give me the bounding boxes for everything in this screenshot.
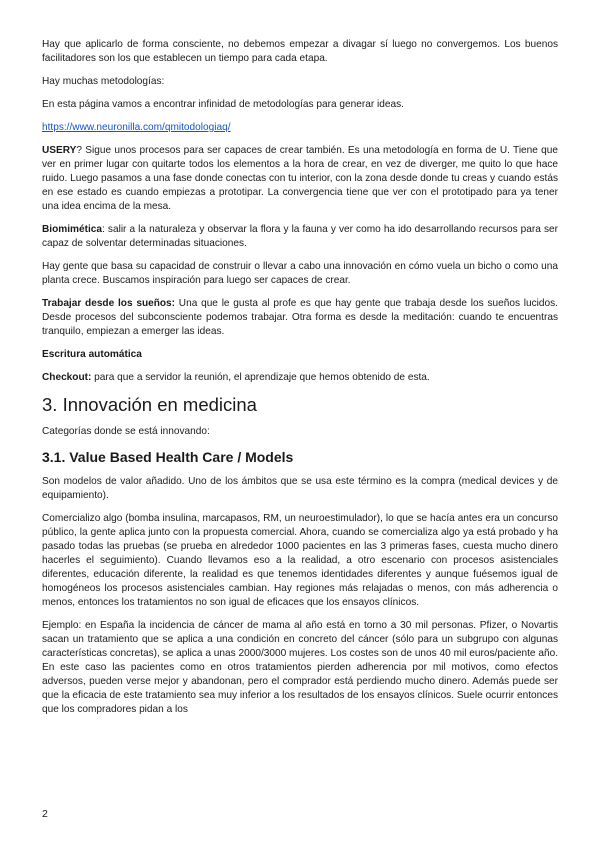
usery-text: ? Sigue unos procesos para ser capaces de crear también. Es una metodología en forma de U. Tiene que ver en primer lugar con quitarte todos los elementos a la hora de crear, en vez de diverger, me quito lo que hace ruido. Luego pasamos a una fase donde conectas con tu interior, con la zona desde donde tu creas y cuando estás en ese estado es cuando empiezas a prototipar. La convergencia tiene que ver con el prototipado para ya tener una idea encima de la mesa. xyxy=(42,145,558,212)
paragraph-biomimetica xyxy=(42,223,558,251)
dreams-term: Trabajar desde los sueños: xyxy=(42,298,176,309)
paragraph-methodologies: Hay muchas metodologías: xyxy=(42,76,165,87)
paragraph-dreams xyxy=(42,297,558,339)
biomimetica-term: Biomimética xyxy=(42,224,103,235)
paragraph-auto-writing xyxy=(42,348,558,362)
paragraph-example-cancer: Ejemplo: en España la incidencia de cáncer de mama al año está en torno a 30 mil personas. Pfizer, o Novartis sacan un tratamiento que se aplica a una condición en concreto del cáncer (sólo para un subgrupo con algunas características concretas), se aplica a unas 2000/3000 mujeres. Los costes son de unos 40 mil euros/paciente año. En este caso las pacientes como en otros tratamientos pierden adherencia por mil motivos, como efectos adversos, pueden verse mejor y abandonan, pero el comprador está perdiendo mucho dinero. Además puede ser que la eficacia de este tratamiento sea muy inferior a los resultados de los ensayos clínicos. Suele ocurrir entonces que los compradores pidan a los xyxy=(42,620,558,715)
paragraph-innovation-nature: Hay gente que basa su capacidad de construir o llevar a cabo una innovación en cómo vuela un bicho o como una planta crece. Buscamos inspiración para luego ser capaces de crear. xyxy=(42,261,558,286)
page-number: 2 xyxy=(42,808,48,820)
neuronilla-link[interactable]: https://www.neuronilla.com/qmitodologiaq/ xyxy=(42,122,231,133)
biomimetica-text: : salir a la naturaleza y observar la flora y la fauna y ver como ha ido desarrollando recursos para ser capaz de solventar determinadas situaciones. xyxy=(42,224,558,249)
usery-term: USERY xyxy=(42,145,77,156)
checkout-text: para que a servidor la reunión, el aprendizaje que hemos obtenido de esta. xyxy=(91,372,430,383)
paragraph-page-info: En esta página vamos a encontrar infinidad de metodologías para generar ideas. xyxy=(42,99,404,110)
dreams-text: Una que le gusta al profe es que hay gente que trabaja desde los sueños lucidos. Desde procesos del subconsciente podemos trabajar. Otra forma es desde la meditación: cuando te encuentras tranquilo, empiezan a emerger las ideas. xyxy=(42,298,558,337)
paragraph-value-models: Son modelos de valor añadido. Uno de los ámbitos que se usa este término es la compra (medical devices y de equipamiento). xyxy=(42,476,558,501)
paragraph-converge: Hay que aplicarlo de forma consciente, no debemos empezar a divagar sí luego no convergemos. Los buenos facilitadores son los que establecen un tiempo para cada etapa. xyxy=(42,39,558,64)
paragraph-checkout xyxy=(42,371,558,385)
document-page xyxy=(42,38,558,726)
paragraph-commercialize: Comercializo algo (bomba insulina, marcapasos, RM, un neuroestimulador), lo que se hacía antes era un concurso público, la gente aplica junto con la propuesta comercial. Ahora, cuando se comercializa algo ya está probado y ha pasado todas las pruebas (se prueba en alrededor 1000 pacientes en las 3 primeras fases, cuesta mucho dinero hacerles el seguimiento). Cuando llevamos eso a la realidad, a otro escenario con procesos asistenciales diferentes, educación diferente, la realidad es que tenemos identidades diferentes y aunque fuésemos igual de homogéneos los procesos asistenciales cambian. Hay regiones más relajadas o menos, con más adherencia o menos, entonces los tratamientos no son igual de eficaces que los ensayos clínicos. xyxy=(42,513,558,608)
auto-writing-term: Escritura automática xyxy=(42,349,142,360)
checkout-term: Checkout: xyxy=(42,372,92,383)
section-3-heading: 3. Innovación en medicina xyxy=(42,394,257,415)
section-3-1-heading: 3.1. Value Based Health Care / Models xyxy=(42,449,294,465)
section-3-intro: Categorías donde se está innovando: xyxy=(42,426,210,437)
link-paragraph xyxy=(42,121,558,135)
paragraph-usery xyxy=(42,144,558,214)
